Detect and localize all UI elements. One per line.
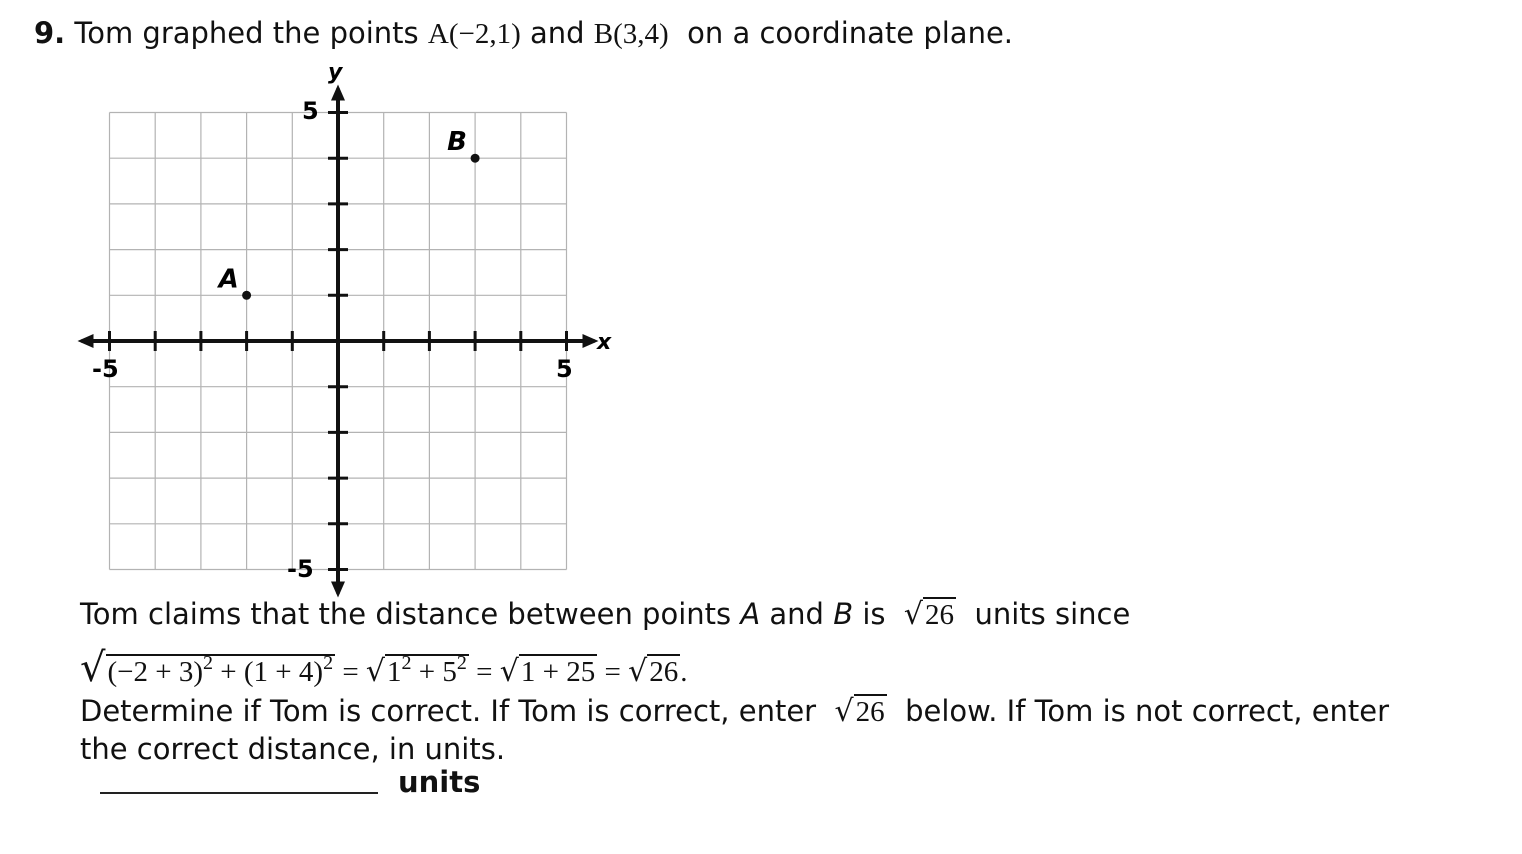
eq-term-2: + (1 + 4) [220, 656, 324, 688]
eq-equals-1: = [342, 656, 359, 688]
eq-equals-3: = [604, 656, 621, 688]
eq-exp-3: 2 [401, 652, 412, 674]
instructions-line-2: the correct distance, in units. [80, 732, 506, 766]
y-axis-arrow-up [331, 85, 345, 101]
tick-label-x-min: -5 [92, 355, 119, 383]
claim-point-a: A [740, 597, 761, 631]
question-and: and [529, 16, 585, 50]
eq-term-3: 1 [387, 656, 402, 688]
eq-exp-1: 2 [203, 652, 214, 674]
claim-sqrt-26-value: 26 [925, 599, 955, 631]
claim-text-a: Tom claims that the distance between points [80, 597, 732, 631]
answer-input[interactable] [100, 792, 378, 794]
point-b-coords: B(3,4) [593, 18, 669, 50]
tick-label-y-max: 5 [302, 97, 319, 125]
eq-term-4: + 5 [418, 656, 457, 688]
eq-term-6: 26 [649, 656, 679, 688]
point-a-label: A [218, 264, 239, 295]
x-axis-arrow-left [78, 334, 94, 348]
question-number: 9. [34, 16, 66, 50]
tick-label-x-max: 5 [556, 355, 573, 383]
claim-line-1 [80, 597, 1130, 632]
units-label: units [398, 765, 481, 799]
claim-sqrt-26: √26 [903, 597, 955, 632]
y-axis-label: y [328, 60, 343, 85]
instructions-sqrt-26: √26 [834, 694, 885, 729]
y-axis-arrow-down [331, 582, 345, 598]
claim-point-b: B [833, 597, 854, 631]
eq-term-5: 1 + 25 [520, 656, 596, 688]
plotted-points [217, 127, 480, 300]
point-a-coords: A(−2,1) [427, 18, 521, 50]
point-a-dot [242, 291, 251, 300]
eq-exp-2: 2 [323, 652, 334, 674]
eq-sqrt-1: $√(-2 + 3)^2 + (1 + 4)^2$ [80, 645, 334, 691]
eq-equals-2: = [476, 656, 493, 688]
question-end: on a coordinate plane. [687, 16, 1014, 50]
claim-text-end: units since [974, 597, 1131, 631]
eq-exp-4: 2 [456, 652, 467, 674]
x-axis-label: x [597, 330, 612, 355]
point-b-dot [471, 154, 480, 163]
point-b-label: B [447, 127, 467, 158]
claim-is: is [862, 597, 886, 631]
instructions-text-b: below. If Tom is not correct, enter [905, 694, 1390, 728]
instructions-text-a: Determine if Tom is correct. If Tom is correct, enter [80, 694, 817, 728]
claim-equation [80, 645, 687, 691]
eq-term-1: (−2 + 3) [107, 656, 204, 688]
eq-sqrt-3: √1 + 25 [499, 654, 596, 689]
instructions-line-1 [80, 694, 1389, 729]
coordinate-plane [0, 0, 640, 610]
tick-label-y-min: -5 [287, 555, 314, 583]
question-intro: Tom graphed the points [74, 16, 419, 50]
eq-period: . [680, 656, 688, 688]
eq-sqrt-4: √26 [628, 654, 679, 689]
eq-sqrt-2: $√1^2 + 5^2$ [365, 652, 467, 689]
claim-and: and [769, 597, 824, 631]
instructions-sqrt-26-value: 26 [855, 696, 885, 728]
